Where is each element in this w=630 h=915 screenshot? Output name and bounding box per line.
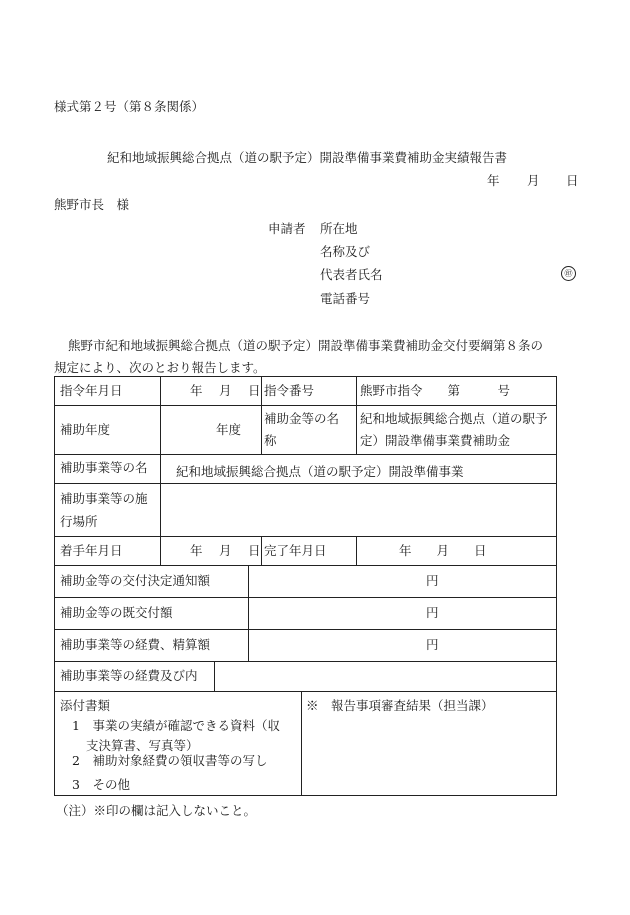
column-divider (248, 565, 249, 661)
decision-amount-unit: 円 (426, 573, 439, 588)
subsidy-name-value-cont: 定）開設準備事業費補助金 (360, 433, 511, 448)
attachment-item-2: 2 補助対象経費の領収書等の写し (72, 753, 268, 768)
column-divider (301, 691, 302, 795)
date-month: 月 (527, 173, 540, 188)
column-divider (160, 454, 161, 536)
table-divider (54, 691, 557, 692)
project-location-label-cont: 行場所 (60, 514, 98, 529)
date-year: 年 (487, 173, 500, 188)
table-divider (54, 565, 557, 566)
review-result-label: ※ 報告事項審査結果（担当課） (306, 698, 494, 713)
column-divider (356, 376, 357, 454)
attachments-header: 添付書類 (60, 698, 111, 713)
subsidy-name-label-cont: 称 (264, 433, 277, 448)
paid-amount-label: 補助金等の既交付額 (60, 605, 173, 620)
expense-breakdown-label: 補助事業等の経費及び内 (60, 668, 198, 683)
column-divider (261, 376, 262, 454)
project-name-value: 紀和地域振興総合拠点（道の駅予定）開設準備事業 (176, 464, 464, 479)
decision-date-label: 指令年月日 (60, 383, 123, 398)
footnote: （注）※印の欄は記入しないこと。 (56, 803, 257, 818)
applicant-representative-label: 代表者氏名 (320, 267, 383, 282)
report-table (54, 376, 557, 796)
table-border-top (54, 376, 557, 377)
column-divider (214, 661, 215, 691)
subsidy-name-value: 紀和地域振興総合拠点（道の駅予 (360, 411, 548, 426)
project-name-label: 補助事業等の名 (60, 460, 148, 475)
table-border-left (54, 376, 55, 796)
body-text-line1: 熊野市紀和地域振興総合拠点（道の駅予定）開設準備事業費補助金交付要綱第８条の (68, 338, 544, 353)
decision-number-label: 指令番号 (264, 383, 315, 398)
paid-amount-unit: 円 (426, 605, 439, 620)
applicant-name-label: 名称及び (320, 244, 371, 259)
applicant-phone-label: 電話番号 (320, 291, 371, 306)
applicant-address-label: 所在地 (320, 221, 358, 236)
table-divider (54, 454, 557, 455)
column-divider (160, 536, 161, 565)
decision-amount-label: 補助金等の交付決定通知額 (60, 573, 211, 588)
applicant-label: 申請者 (268, 221, 306, 236)
column-divider (356, 536, 357, 565)
body-text-line2: 規定により、次のとおり報告します。 (54, 360, 266, 375)
form-number: 様式第２号（第８条関係） (54, 99, 205, 114)
subsidy-name-label: 補助金等の名 (264, 411, 340, 426)
table-divider (54, 536, 557, 537)
subsidy-year-label: 補助年度 (60, 422, 111, 437)
table-divider (54, 483, 557, 484)
seal-icon: ㊞ (561, 266, 576, 281)
settlement-amount-label: 補助事業等の経費、精算額 (60, 637, 211, 652)
completion-date-label: 完了年月日 (264, 543, 327, 558)
table-border-right (556, 376, 557, 796)
start-date-value: 年 月 日 (190, 543, 261, 558)
attachment-item-3: 3 その他 (72, 777, 130, 792)
table-divider (54, 629, 557, 630)
project-location-label: 補助事業等の施 (60, 491, 148, 506)
date-day: 日 (566, 173, 579, 188)
decision-number-value: 熊野市指令 第 号 (360, 383, 511, 398)
document-title: 紀和地域振興総合拠点（道の駅予定）開設準備事業費補助金実績報告書 (107, 150, 508, 165)
seal-mark (561, 264, 576, 281)
column-divider (261, 536, 262, 565)
completion-date-value: 年 月 日 (399, 543, 487, 558)
table-divider (54, 597, 557, 598)
addressee: 熊野市長 様 (54, 197, 130, 212)
subsidy-year-value: 年度 (216, 422, 242, 437)
column-divider (160, 376, 161, 454)
attachment-item-1-cont: 支決算書、写真等） (86, 738, 199, 753)
settlement-amount-unit: 円 (426, 637, 439, 652)
table-divider (54, 405, 557, 406)
table-divider (54, 661, 557, 662)
decision-date-value: 年 月 日 (190, 383, 261, 398)
start-date-label: 着手年月日 (60, 543, 123, 558)
attachment-item-1: 1 事業の実績が確認できる資料（収 (72, 718, 280, 733)
